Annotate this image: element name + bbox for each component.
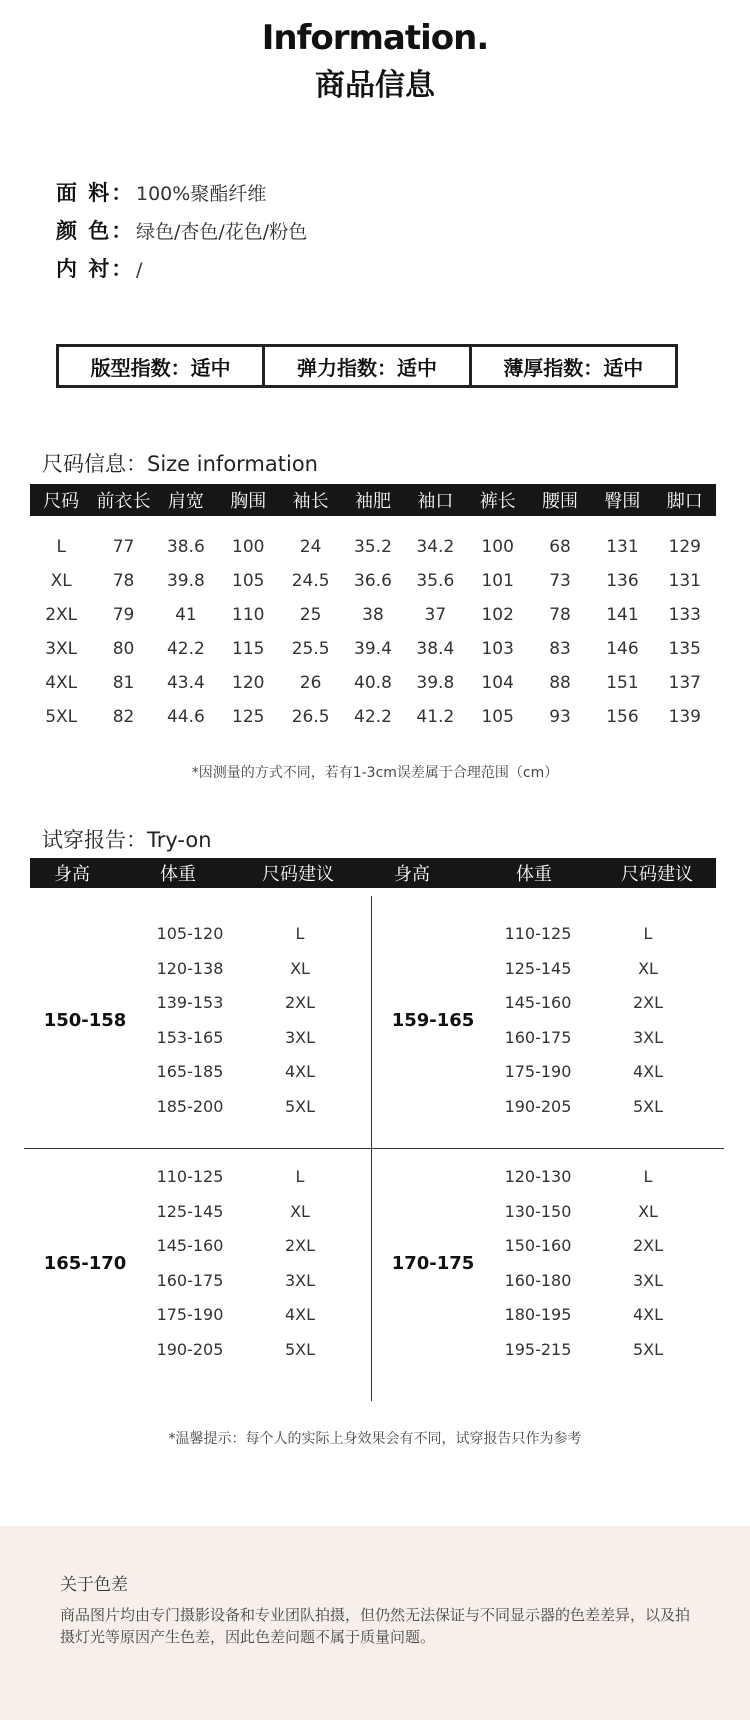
size-cell: 41 (175, 605, 197, 625)
size-cell: 73 (549, 571, 571, 591)
size-cell: 24.5 (291, 571, 330, 591)
tryon-size: L (295, 924, 305, 943)
tryon-height: 159-165 (391, 1010, 475, 1031)
size-cell: 105 (232, 571, 265, 591)
size-row (30, 632, 716, 666)
tryon-group (30, 910, 360, 1140)
size-cell: 38.4 (416, 639, 455, 659)
tryon-weight: 130-150 (504, 1201, 572, 1221)
attr-key: 颜 色： (56, 219, 135, 243)
tryon-weight: 175-190 (504, 1062, 572, 1081)
size-cell: 42.2 (166, 639, 205, 659)
size-cell: 139 (668, 707, 701, 727)
size-cell: 82 (112, 707, 135, 727)
size-cell: 35.2 (354, 537, 392, 557)
tryon-weight: 145-160 (156, 1236, 224, 1255)
tryon-row (488, 1305, 708, 1324)
attr-value: 100%聚酯纤维 (136, 183, 267, 205)
size-cell: L (56, 537, 66, 557)
size-cell: 34.2 (416, 537, 455, 557)
size-cell: 104 (481, 673, 514, 693)
size-cell: 38.6 (166, 537, 205, 557)
size-cell: 115 (232, 639, 265, 659)
tryon-row (140, 1340, 360, 1359)
tryon-row (140, 993, 360, 1012)
size-cell: 78 (549, 605, 571, 625)
tryon-row (140, 1097, 360, 1116)
size-header-cell: 前衣长 (96, 491, 151, 512)
title-cn: 商品信息 (315, 68, 435, 103)
size-header-cell: 肩宽 (167, 491, 204, 512)
tryon-size: L (295, 1167, 305, 1186)
size-cell: 110 (232, 605, 265, 625)
title-en: Information. (261, 18, 489, 58)
size-cell: 42.2 (354, 707, 392, 727)
tryon-size: 2XL (632, 993, 664, 1012)
size-cell: 26 (299, 673, 322, 693)
index-value: 适中 (396, 355, 437, 380)
size-cell: 26.5 (291, 707, 330, 727)
size-header-cell: 脚口 (666, 491, 703, 512)
size-cell: 38 (362, 605, 384, 625)
tryon-row (140, 1305, 360, 1324)
size-header-cell: 臀围 (604, 491, 641, 512)
size-section-title: 尺码信息：Size information (42, 452, 318, 476)
tryon-row (140, 1271, 360, 1290)
tryon-row (488, 1271, 708, 1290)
size-header-cell: 腰围 (542, 491, 579, 512)
size-table-header (30, 484, 716, 516)
tryon-row (140, 959, 360, 978)
tryon-row (488, 1202, 708, 1221)
tryon-weight: 185-200 (156, 1096, 224, 1116)
tryon-row (140, 1202, 360, 1221)
size-cell: 80 (112, 639, 135, 659)
size-cell: 129 (668, 537, 701, 557)
tryon-size: 2XL (284, 993, 316, 1012)
tryon-header-cell: 身高 (54, 864, 90, 885)
size-cell: 36.6 (354, 571, 392, 591)
tryon-weight: 125-145 (504, 958, 572, 978)
tryon-table-header (30, 858, 716, 888)
tryon-header-cell: 体重 (160, 864, 196, 885)
tryon-size: 3XL (632, 1027, 664, 1047)
tryon-height: 165-170 (43, 1253, 127, 1274)
tryon-header-cell: 身高 (394, 864, 430, 885)
tryon-group (378, 910, 708, 1140)
size-cell: 40.8 (354, 673, 392, 693)
tryon-weight: 190-205 (504, 1096, 572, 1116)
tryon-weight: 105-120 (156, 924, 224, 943)
size-header-cell: 裤长 (479, 491, 516, 512)
size-table-body (30, 530, 716, 734)
size-cell: 101 (481, 571, 514, 591)
tryon-weight: 139-153 (156, 993, 224, 1012)
tryon-row (488, 924, 708, 943)
tryon-divider-horizontal (24, 1148, 724, 1149)
tryon-header-cell: 尺码建议 (262, 864, 334, 885)
size-cell: 137 (668, 673, 701, 693)
tryon-weight: 190-205 (156, 1339, 224, 1359)
tryon-header-cell: 尺码建议 (621, 864, 693, 885)
tryon-size: 3XL (284, 1270, 316, 1290)
size-cell: 102 (481, 605, 514, 625)
tryon-note: *温馨提示：每个人的实际上身效果会有不同，试穿报告只作为参考 (168, 1431, 582, 1447)
attr-key: 面 料： (56, 181, 135, 205)
tryon-weight: 160-175 (156, 1270, 224, 1290)
size-cell: 133 (668, 605, 701, 625)
size-cell: 131 (668, 571, 701, 591)
index-label: 版型指数： (90, 355, 191, 380)
size-cell: 5XL (45, 707, 78, 727)
size-note: *因测量的方式不同，若有1-3cm误差属于合理范围（cm） (191, 765, 559, 781)
tryon-size: 4XL (632, 1305, 664, 1324)
tryon-weight: 180-195 (504, 1305, 572, 1324)
size-cell: 39.4 (354, 639, 392, 659)
tryon-row (140, 1236, 360, 1255)
tryon-size: 4XL (632, 1062, 664, 1081)
size-row (30, 598, 716, 632)
tryon-weight: 125-145 (156, 1201, 224, 1221)
tryon-row (140, 1028, 360, 1047)
index-value: 适中 (603, 355, 644, 380)
tryon-row (488, 1236, 708, 1255)
attr-color (56, 216, 307, 246)
color-note-title: 关于色差 (60, 1575, 128, 1595)
index-label: 薄厚指数： (503, 355, 604, 380)
tryon-height: 150-158 (43, 1010, 127, 1031)
size-cell: 25 (299, 605, 322, 625)
size-cell: 120 (232, 673, 265, 693)
tryon-row (140, 1062, 360, 1081)
tryon-weight: 165-185 (156, 1062, 224, 1081)
tryon-size: 5XL (284, 1339, 316, 1359)
size-cell: 105 (481, 707, 514, 727)
tryon-row (488, 1167, 708, 1186)
tryon-row (140, 924, 360, 943)
attr-lining (56, 254, 142, 284)
size-cell: 135 (668, 639, 701, 659)
size-cell: 43.4 (166, 673, 205, 693)
tryon-row (488, 1340, 708, 1359)
tryon-row (488, 1062, 708, 1081)
size-cell: 81 (112, 673, 135, 693)
tryon-height: 170-175 (391, 1253, 475, 1274)
tryon-weight: 160-175 (504, 1027, 572, 1047)
tryon-size: XL (638, 1201, 658, 1221)
size-cell: 78 (112, 571, 135, 591)
tryon-row (140, 1167, 360, 1186)
size-cell: 68 (549, 537, 571, 557)
tryon-weight: 150-160 (504, 1236, 572, 1255)
size-cell: 35.6 (416, 571, 455, 591)
tryon-group (30, 1153, 360, 1383)
tryon-weight: 160-180 (504, 1270, 572, 1290)
size-cell: 103 (481, 639, 514, 659)
attr-value: / (136, 259, 143, 281)
tryon-header-cell: 体重 (516, 864, 552, 885)
tryon-weight: 195-215 (504, 1339, 572, 1359)
size-header-cell: 尺码 (43, 491, 80, 512)
size-cell: 37 (424, 605, 447, 625)
index-value: 适中 (190, 355, 231, 380)
attr-key: 内 衬： (56, 257, 135, 281)
tryon-size: 4XL (284, 1305, 316, 1324)
size-cell: 79 (112, 605, 135, 625)
size-cell: 77 (112, 537, 135, 557)
index-elasticity (262, 347, 468, 385)
attr-value: 绿色/杏色/花色/粉色 (136, 221, 308, 243)
tryon-size: L (643, 1167, 653, 1186)
index-thickness (469, 347, 675, 385)
size-cell: 25.5 (291, 639, 330, 659)
size-cell: 141 (606, 605, 639, 625)
tryon-size: 5XL (632, 1096, 664, 1116)
tryon-size: 5XL (284, 1096, 316, 1116)
tryon-size: XL (290, 1201, 310, 1221)
tryon-size: XL (290, 958, 310, 978)
tryon-weight: 110-125 (504, 924, 572, 943)
size-cell: 24 (299, 537, 322, 557)
tryon-size: 3XL (284, 1027, 316, 1047)
size-row (30, 530, 716, 564)
size-cell: XL (50, 571, 72, 591)
size-cell: 93 (549, 707, 571, 727)
size-header-cell: 袖长 (292, 491, 329, 512)
size-cell: 39.8 (416, 673, 455, 693)
tryon-section-title: 试穿报告：Try-on (42, 828, 212, 852)
tryon-weight: 145-160 (504, 993, 572, 1012)
tryon-size: 2XL (632, 1236, 664, 1255)
attr-fabric (56, 178, 266, 208)
tryon-row (488, 1028, 708, 1047)
size-cell: 44.6 (166, 707, 205, 727)
tryon-weight: 110-125 (156, 1167, 224, 1186)
tryon-weight: 120-138 (156, 958, 224, 978)
size-cell: 39.8 (166, 571, 205, 591)
index-fit (59, 347, 262, 385)
size-row (30, 666, 716, 700)
size-cell: 88 (549, 673, 571, 693)
size-cell: 100 (481, 537, 514, 557)
tryon-row (488, 1097, 708, 1116)
size-header-cell: 袖肥 (354, 491, 391, 512)
size-cell: 136 (606, 571, 639, 591)
size-header-cell: 袖口 (417, 491, 454, 512)
index-box (56, 344, 678, 388)
size-cell: 100 (232, 537, 265, 557)
tryon-weight: 175-190 (156, 1305, 224, 1324)
tryon-size: XL (638, 958, 658, 978)
size-cell: 131 (606, 537, 639, 557)
tryon-weight: 153-165 (156, 1027, 224, 1047)
tryon-size: 3XL (632, 1270, 664, 1290)
tryon-size: L (643, 924, 653, 943)
size-cell: 146 (606, 639, 639, 659)
size-row (30, 564, 716, 598)
size-cell: 151 (606, 673, 639, 693)
tryon-size: 4XL (284, 1062, 316, 1081)
size-cell: 156 (606, 707, 639, 727)
tryon-size: 2XL (284, 1236, 316, 1255)
tryon-size: 5XL (632, 1339, 664, 1359)
size-cell: 4XL (45, 673, 78, 693)
size-cell: 2XL (45, 605, 78, 625)
size-header-cell: 胸围 (230, 491, 267, 512)
tryon-group (378, 1153, 708, 1383)
tryon-weight: 120-130 (504, 1167, 572, 1186)
size-cell: 41.2 (416, 707, 455, 727)
color-note-text: 商品图片均由专门摄影设备和专业团队拍摄，但仍然无法保证与不同显示器的色差差异，以及拍摄灯光等原因产生色差，因此色差问题不属于质量问题。 (60, 1606, 691, 1646)
size-row (30, 700, 716, 734)
index-label: 弹力指数： (296, 355, 397, 380)
size-cell: 3XL (45, 639, 78, 659)
tryon-row (488, 993, 708, 1012)
tryon-row (488, 959, 708, 978)
size-cell: 83 (549, 639, 571, 659)
size-cell: 125 (232, 707, 265, 727)
